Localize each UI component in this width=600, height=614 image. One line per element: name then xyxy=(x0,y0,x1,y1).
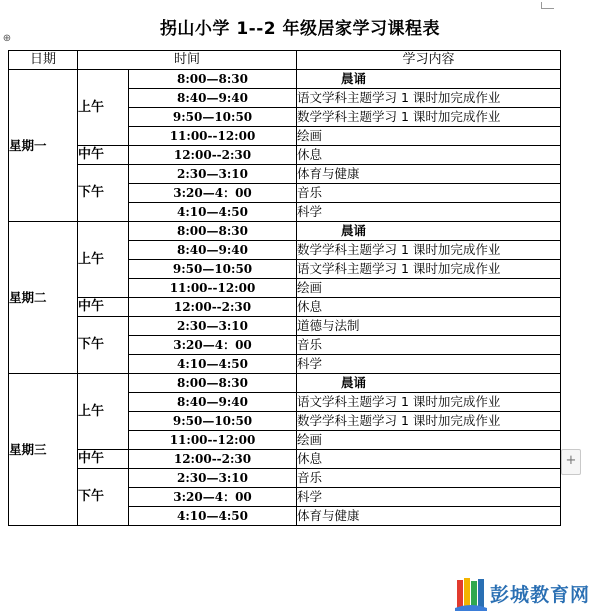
time-cell: 8:40—9:40 xyxy=(129,241,297,260)
time-cell: 12:00--2:30 xyxy=(129,298,297,317)
period-cell: 中午 xyxy=(78,298,129,317)
time-cell: 9:50—10:50 xyxy=(129,260,297,279)
header-time: 时间 xyxy=(78,51,297,70)
page-top-edge xyxy=(0,0,600,8)
content-cell: 休息 xyxy=(297,298,561,317)
content-cell: 道德与法制 xyxy=(297,317,561,336)
time-cell: 4:10—4:50 xyxy=(129,203,297,222)
schedule-row xyxy=(9,298,561,317)
watermark-logo xyxy=(454,574,600,614)
period-cell: 上午 xyxy=(78,222,129,298)
schedule-row xyxy=(9,146,561,165)
period-cell: 下午 xyxy=(78,165,129,222)
content-cell: 体育与健康 xyxy=(297,165,561,184)
header-date: 日期 xyxy=(9,51,78,70)
content-cell: 数学学科主题学习 1 课时加完成作业 xyxy=(297,108,561,127)
time-cell: 8:00—8:30 xyxy=(129,374,297,393)
time-cell: 8:00—8:30 xyxy=(129,222,297,241)
time-cell: 2:30—3:10 xyxy=(129,165,297,184)
content-cell: 绘画 xyxy=(297,127,561,146)
schedule-row xyxy=(9,317,561,336)
day-cell: 星期二 xyxy=(9,222,78,374)
period-cell: 上午 xyxy=(78,70,129,146)
time-cell: 8:40—9:40 xyxy=(129,89,297,108)
header-row xyxy=(9,51,561,70)
watermark-text: 彭城教育网 xyxy=(490,584,591,606)
content-cell: 语文学科主题学习 1 课时加完成作业 xyxy=(297,260,561,279)
content-cell: 休息 xyxy=(297,450,561,469)
content-cell: 数学学科主题学习 1 课时加完成作业 xyxy=(297,412,561,431)
time-cell: 9:50—10:50 xyxy=(129,108,297,127)
add-row-plus-icon[interactable]: + xyxy=(561,449,581,475)
period-cell: 中午 xyxy=(78,146,129,165)
content-cell: 科学 xyxy=(297,355,561,374)
page-corner-mark xyxy=(541,2,554,9)
period-cell: 中午 xyxy=(78,450,129,469)
time-cell: 9:50—10:50 xyxy=(129,412,297,431)
header-content: 学习内容 xyxy=(297,51,561,70)
time-cell: 8:40—9:40 xyxy=(129,393,297,412)
content-cell: 体育与健康 xyxy=(297,507,561,526)
period-cell: 下午 xyxy=(78,469,129,526)
schedule-row xyxy=(9,165,561,184)
content-cell: 语文学科主题学习 1 课时加完成作业 xyxy=(297,393,561,412)
time-cell: 12:00--2:30 xyxy=(129,146,297,165)
time-cell: 11:00--12:00 xyxy=(129,431,297,450)
content-cell: 科学 xyxy=(297,488,561,507)
time-cell: 3:20—4：00 xyxy=(129,184,297,203)
content-cell: 休息 xyxy=(297,146,561,165)
schedule-row xyxy=(9,222,561,241)
page-title: 拐山小学 1--2 年级居家学习课程表 xyxy=(159,19,441,39)
books-icon xyxy=(454,576,488,612)
content-cell: 音乐 xyxy=(297,336,561,355)
content-cell: 科学 xyxy=(297,203,561,222)
content-cell: 数学学科主题学习 1 课时加完成作业 xyxy=(297,241,561,260)
day-cell: 星期三 xyxy=(9,374,78,526)
schedule-row xyxy=(9,450,561,469)
content-cell: 绘画 xyxy=(297,431,561,450)
time-cell: 2:30—3:10 xyxy=(129,469,297,488)
schedule-row xyxy=(9,374,561,393)
schedule-table xyxy=(8,50,561,526)
content-cell: 音乐 xyxy=(297,184,561,203)
schedule-row xyxy=(9,469,561,488)
content-cell: 晨诵 xyxy=(297,222,561,241)
period-cell: 上午 xyxy=(78,374,129,450)
schedule-row xyxy=(9,70,561,89)
content-cell: 音乐 xyxy=(297,469,561,488)
content-cell: 晨诵 xyxy=(297,374,561,393)
table-move-handle-icon[interactable]: ⊕ xyxy=(2,33,12,44)
content-cell: 语文学科主题学习 1 课时加完成作业 xyxy=(297,89,561,108)
time-cell: 3:20—4：00 xyxy=(129,336,297,355)
period-cell: 下午 xyxy=(78,317,129,374)
time-cell: 8:00—8:30 xyxy=(129,70,297,89)
time-cell: 2:30—3:10 xyxy=(129,317,297,336)
day-cell: 星期一 xyxy=(9,70,78,222)
time-cell: 11:00--12:00 xyxy=(129,279,297,298)
time-cell: 11:00--12:00 xyxy=(129,127,297,146)
content-cell: 绘画 xyxy=(297,279,561,298)
content-cell: 晨诵 xyxy=(297,70,561,89)
time-cell: 3:20—4：00 xyxy=(129,488,297,507)
time-cell: 4:10—4:50 xyxy=(129,507,297,526)
time-cell: 12:00--2:30 xyxy=(129,450,297,469)
time-cell: 4:10—4:50 xyxy=(129,355,297,374)
